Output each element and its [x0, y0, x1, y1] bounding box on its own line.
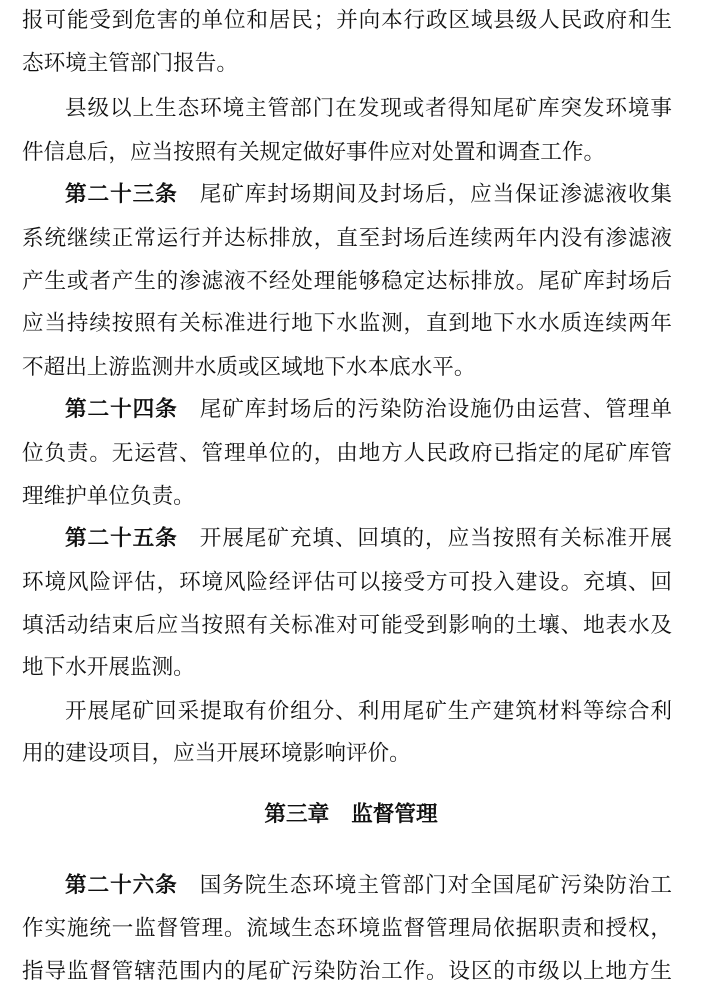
text-line: 开展尾矿回采提取有价组分、利用尾矿生产建筑材料等综合利 [65, 699, 672, 724]
text-segment: 尾矿库封场后的污染防治设施仍由运营、管理单 [199, 397, 672, 422]
article-23-first-line [65, 176, 672, 214]
text-line: 地下水开展监测。 [22, 655, 195, 680]
text-segment: 开展尾矿充填、回填的，应当按照有关标准开展 [199, 526, 672, 551]
text-line: 指导监督管辖范围内的尾矿污染防治工作。设区的市级以上地方生 [22, 959, 672, 984]
chapter-number: 第三章 [264, 802, 330, 827]
text-segment: 国务院生态环境主管部门对全国尾矿污染防治工 [199, 873, 672, 898]
article-26-heading: 第二十六条 [65, 873, 178, 898]
text-line: 应当持续按照有关标准进行地下水监测，直到地下水水质连续两年 [22, 311, 672, 336]
text-line: 作实施统一监督管理。流域生态环境监督管理局依据职责和授权， [22, 916, 672, 941]
article-23-heading: 第二十三条 [65, 182, 178, 207]
text-line: 县级以上生态环境主管部门在发现或者得知尾矿库突发环境事 [65, 96, 672, 121]
article-26-first-line [65, 867, 672, 905]
text-line: 系统继续正常运行并达标排放，直至封场后连续两年内没有渗滤液 [22, 226, 672, 251]
text-line: 用的建设项目，应当开展环境影响评价。 [22, 741, 411, 766]
text-segment: 尾矿库封场期间及封场后，应当保证渗滤液收集 [199, 182, 672, 207]
article-24-heading: 第二十四条 [65, 397, 178, 422]
text-line: 报可能受到危害的单位和居民；并向本行政区域县级人民政府和生 [22, 8, 672, 33]
text-line: 不超出上游监测井水质或区域地下水本底水平。 [22, 355, 476, 380]
text-line: 件信息后，应当按照有关规定做好事件应对处置和调查工作。 [22, 140, 606, 165]
text-line: 理维护单位负责。 [22, 484, 195, 509]
article-25-first-line [65, 520, 672, 558]
text-line: 位负责。无运营、管理单位的，由地方人民政府已指定的尾矿库管 [22, 441, 672, 466]
article-24-first-line [65, 391, 672, 429]
text-line: 态环境主管部门报告。 [22, 51, 238, 76]
text-line: 产生或者产生的渗滤液不经处理能够稳定达标排放。尾矿库封场后 [22, 269, 672, 294]
chapter-heading [22, 796, 680, 834]
article-25-heading: 第二十五条 [65, 526, 178, 551]
text-line: 填活动结束后应当按照有关标准对可能受到影响的土壤、地表水及 [22, 613, 672, 638]
text-line: 环境风险评估，环境风险经评估可以接受方可投入建设。充填、回 [22, 570, 672, 595]
chapter-title: 监督管理 [351, 802, 438, 827]
